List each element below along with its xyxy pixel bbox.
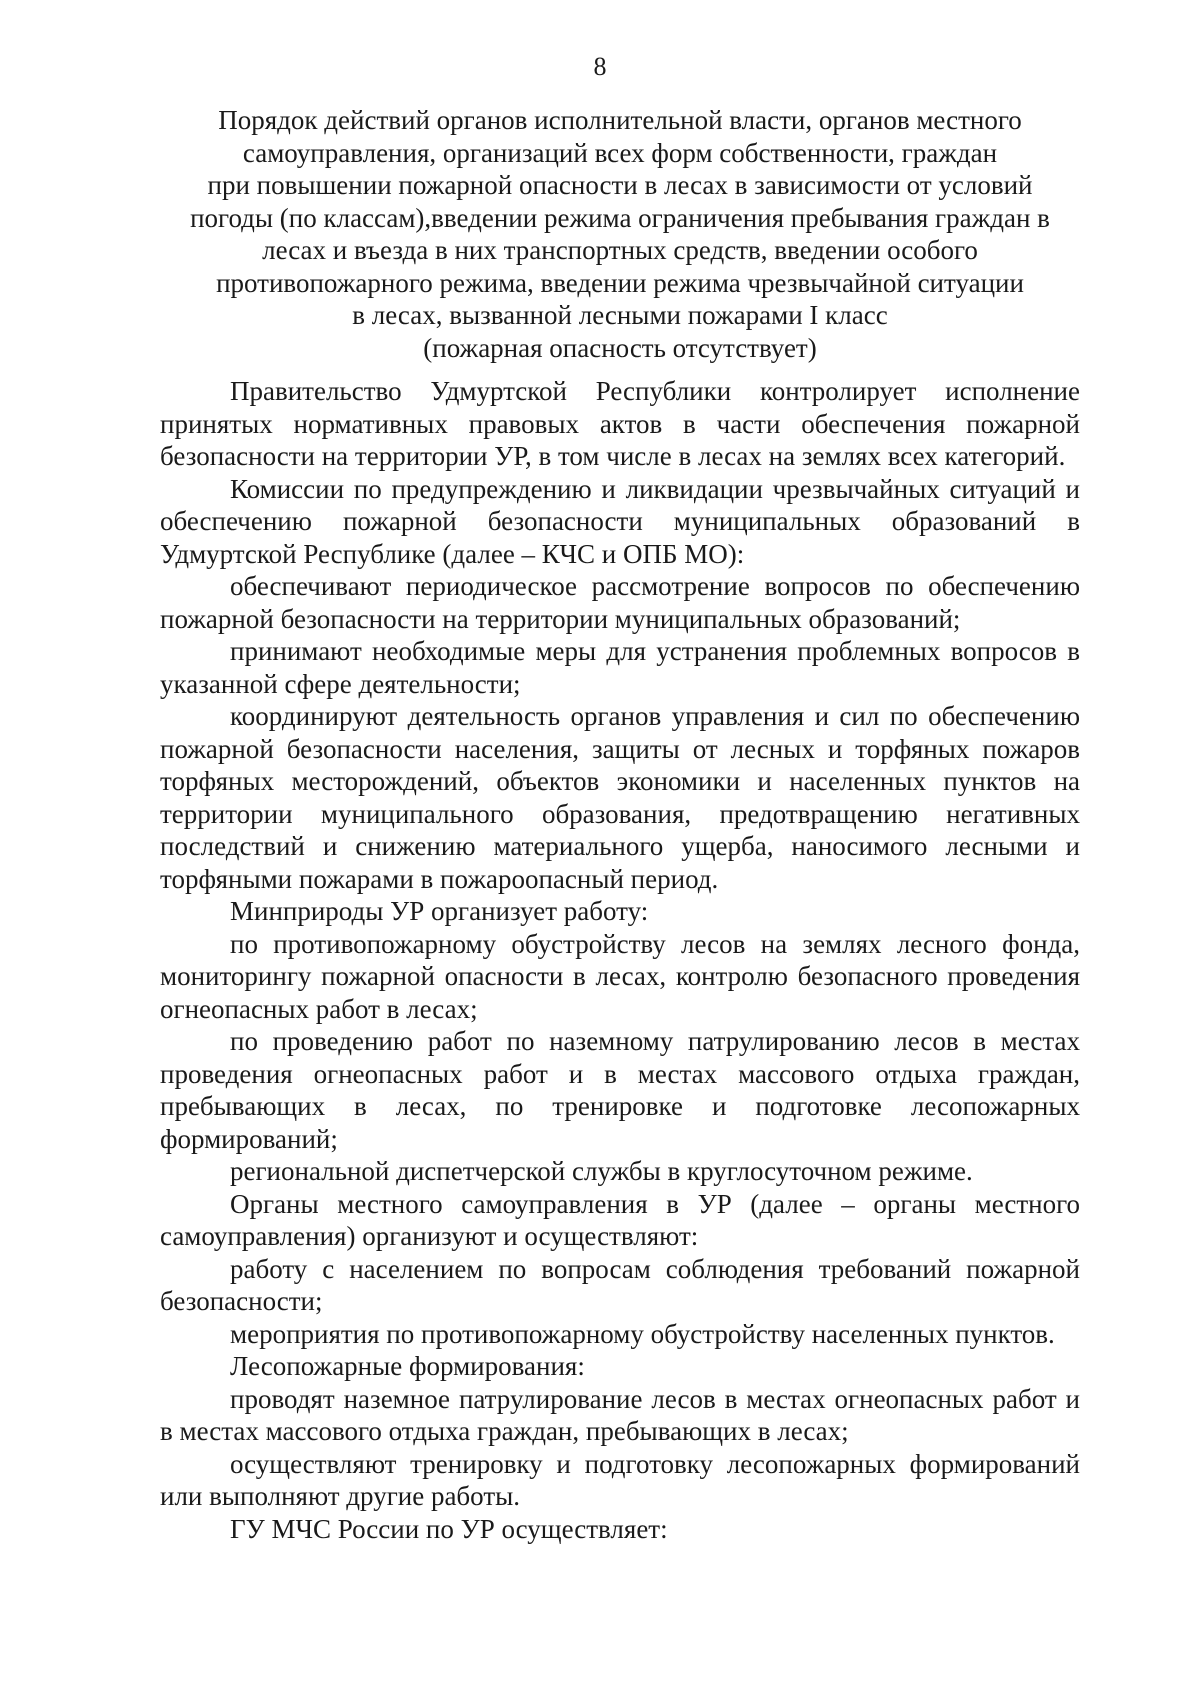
paragraph: по проведению работ по наземному патрулированию лесов в местах проведения огнеопасных работ и в местах массового отдыха граждан, пребывающих в лесах, по тренировке и подготовке лесопожарных формирований;	[160, 1026, 1080, 1154]
paragraph: Минприроды УР организует работу:	[230, 896, 649, 926]
paragraph: ГУ МЧС России по УР осуществляет:	[230, 1513, 668, 1544]
page-number: 8	[593, 52, 607, 81]
title-line: (пожарная опасность отсутствует)	[423, 332, 817, 363]
paragraph: мероприятия по противопожарному обустройству населенных пунктов.	[230, 1318, 1055, 1349]
title-line: Порядок действий органов исполнительной власти, органов местного	[218, 105, 1022, 135]
paragraph: проводят наземное патрулирование лесов в местах огнеопасных работ и в местах массового отдыха граждан, пребывающих в лесах;	[160, 1383, 1080, 1446]
paragraph: обеспечивают периодическое рассмотрение вопросов по обеспечению пожарной безопасности на территории муниципальных образований;	[160, 571, 1080, 634]
title-line: погоды (по классам),введении режима ограничения пребывания граждан в	[190, 202, 1050, 233]
paragraph: Комиссии по предупреждению и ликвидации чрезвычайных ситуаций и обеспечению пожарной безопасности муниципальных образований в Удмуртской Республике (далее – КЧС и ОПБ МО):	[160, 473, 1080, 569]
paragraph: Лесопожарные формирования:	[230, 1351, 585, 1381]
title-line: самоуправления, организаций всех форм собственности, граждан	[242, 137, 998, 168]
document-body	[160, 375, 1080, 1545]
paragraph: осуществляют тренировку и подготовку лесопожарных формирований или выполняют другие работы.	[160, 1448, 1080, 1511]
title-line: противопожарного режима, введении режима чрезвычайной ситуации	[216, 267, 1024, 298]
paragraph: Правительство Удмуртской Республики контролирует исполнение принятых нормативных правовых актов в части обеспечения пожарной безопасности на территории УР, в том числе в лесах на землях всех категорий.	[160, 376, 1080, 471]
document-title	[160, 104, 1080, 364]
title-line: в лесах, вызванной лесными пожарами I класс	[352, 300, 888, 330]
title-line: при повышении пожарной опасности в лесах в зависимости от условий	[207, 170, 1033, 200]
title-line: лесах и въезда в них транспортных средств, введении особого	[262, 235, 978, 265]
paragraph: по противопожарному обустройству лесов на землях лесного фонда, мониторингу пожарной опасности в лесах, контролю безопасного проведения огнеопасных работ в лесах;	[160, 928, 1080, 1024]
paragraph: Органы местного самоуправления в УР (далее – органы местного самоуправления) организуют и осуществляют:	[160, 1188, 1080, 1251]
paragraph: работу с населением по вопросам соблюдения требований пожарной безопасности;	[160, 1253, 1080, 1316]
paragraph: региональной диспетчерской службы в круглосуточном режиме.	[230, 1156, 973, 1186]
paragraph: координируют деятельность органов управления и сил по обеспечению пожарной безопасности населения, защиты от лесных и торфяных пожаров торфяных месторождений, объектов экономики и населенных пунктов на территории муниципального образования, предотвращению негативных последствий и снижению материального ущерба, наносимого лесными и торфяными пожарами в пожароопасный период.	[160, 701, 1080, 894]
paragraph: принимают необходимые меры для устранения проблемных вопросов в указанной сфере деятельности;	[160, 636, 1080, 699]
